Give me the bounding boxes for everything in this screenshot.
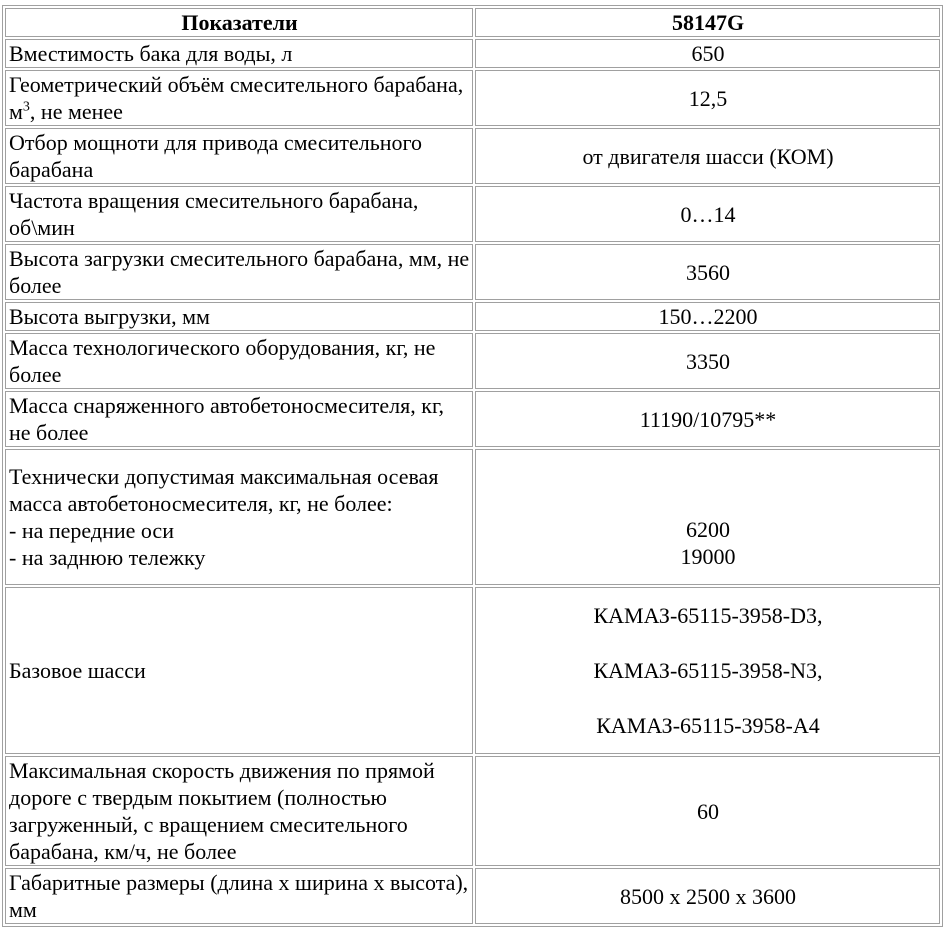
row-value-line: КАМАЗ-65115-3958-А4 [596,713,820,738]
row-value: от двигателя шасси (КОМ) [475,128,940,184]
table-row [5,128,940,184]
table-row [5,587,940,754]
spec-table [2,5,943,927]
row-param-sub: - на передние оси [9,518,174,543]
table-row [5,756,940,866]
row-param: Отбор мощноти для привода смесительного барабана [5,128,473,184]
row-param: Масса технологического оборудования, кг, не более [5,333,473,389]
row-value: 12,5 [475,70,940,126]
row-value [475,587,940,754]
row-param: Габаритные размеры (длина х ширина х высота), мм [5,868,473,924]
row-value-line: 19000 [680,544,736,569]
row-value-line: КАМАЗ-65115-3958-D3, [593,603,823,628]
row-value: 60 [475,756,940,866]
row-param: Геометрический объём смесительного барабана, $м^3$, не менее [5,70,473,126]
table-row [5,244,940,300]
row-param: Масса снаряженного автобетоносмесителя, кг, не более [5,391,473,447]
row-param: Вместимость бака для воды, л [5,39,473,68]
table-row [5,868,940,924]
table-row [5,391,940,447]
table-row [5,302,940,331]
row-value [475,449,940,585]
table-row [5,449,940,585]
row-value: 11190/10795** [475,391,940,447]
row-param: Высота загрузки смесительного барабана, мм, не более [5,244,473,300]
row-value-line: 6200 [686,517,730,542]
row-param-sub: - на заднюю тележку [9,545,206,570]
row-value: 3560 [475,244,940,300]
row-param: Базовое шасси [5,587,473,754]
table-row [5,39,940,68]
row-value: 8500 х 2500 х 3600 [475,868,940,924]
row-value: 0…14 [475,186,940,242]
row-param: Высота выгрузки, мм [5,302,473,331]
superscript: 3 [22,99,30,115]
row-value: 150…2200 [475,302,940,331]
row-param [5,449,473,585]
header-model: 58147G [475,8,940,37]
table-row [5,186,940,242]
row-param: Максимальная скорость движения по прямой дороге с твердым покытием (полностью загруженный, с вращением смесительного барабана, км/ч, не более [5,756,473,866]
header-param: Показатели [5,8,473,37]
row-value: 3350 [475,333,940,389]
row-value-line: КАМАЗ-65115-3958-N3, [593,658,823,683]
table-row [5,70,940,126]
row-param-text: Технически допустимая максимальная осевая масса автобетоносмесителя, кг, не более: [9,464,439,516]
row-param: Частота вращения смесительного барабана, об\мин [5,186,473,242]
row-value: 650 [475,39,940,68]
table-header-row [5,8,940,37]
table-row [5,333,940,389]
